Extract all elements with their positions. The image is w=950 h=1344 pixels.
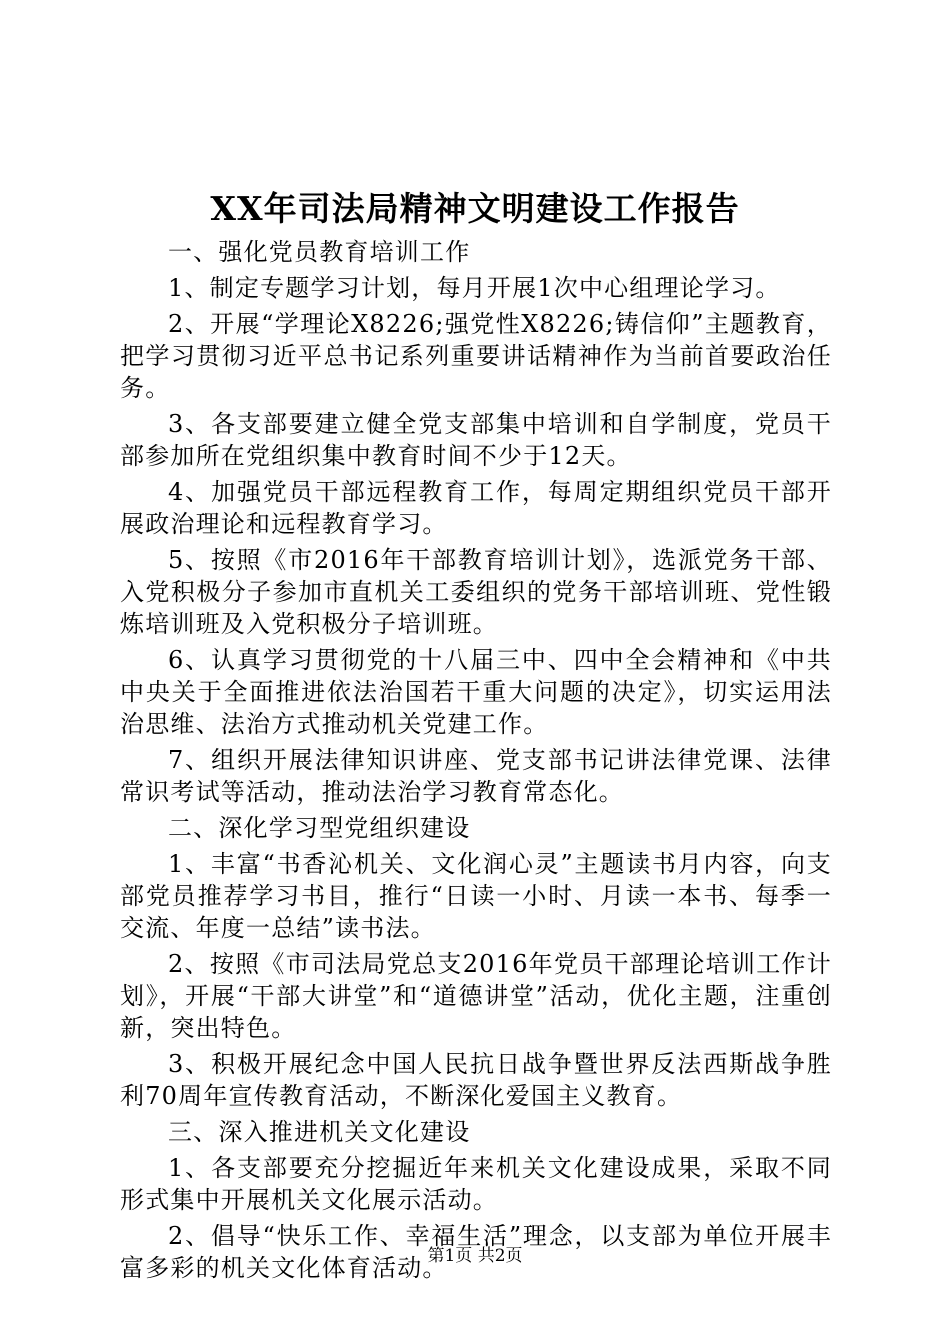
document-body	[120, 236, 832, 1288]
section-heading-3: 三、深入推进机关文化建设	[168, 1118, 471, 1146]
document-title: XX年司法局精神文明建设工作报告	[210, 189, 740, 228]
paragraph: 1、制定专题学习计划，每月开展1次中心组理论学习。	[168, 274, 781, 302]
paragraph: 4、加强党员干部远程教育工作，每周定期组织党员干部开展政治理论和远程教育学习。	[120, 478, 832, 538]
paragraph: 3、积极开展纪念中国人民抗日战争暨世界反法西斯战争胜利70周年宣传教育活动，不断深化爱国主义教育。	[120, 1050, 832, 1110]
paragraph: 2、倡导“快乐工作、幸福生活”理念，以支部为单位开展丰富多彩的机关文化体育活动。	[120, 1222, 832, 1282]
paragraph: 7、组织开展法律知识讲座、党支部书记讲法律党课、法律常识考试等活动，推动法治学习教育常态化。	[120, 746, 832, 806]
section-heading-2: 二、深化学习型党组织建设	[168, 814, 471, 842]
paragraph: 6、认真学习贯彻党的十八届三中、四中全会精神和《中共中央关于全面推进依法治国若干重大问题的决定》，切实运用法治思维、法治方式推动机关党建工作。	[120, 646, 832, 738]
paragraph: 2、开展“学理论X8226;强党性X8226;铸信仰”主题教育，把学习贯彻习近平总书记系列重要讲话精神作为当前首要政治任务。	[120, 310, 832, 402]
paragraph: 1、丰富“书香沁机关、文化润心灵”主题读书月内容，向支部党员推荐学习书目，推行“日读一小时、月读一本书、每季一交流、年度一总结”读书法。	[120, 850, 832, 942]
paragraph: 1、各支部要充分挖掘近年来机关文化建设成果，采取不同形式集中开展机关文化展示活动。	[120, 1154, 832, 1214]
section-heading-1: 一、强化党员教育培训工作	[168, 238, 471, 266]
paragraph: 5、按照《市2016年干部教育培训计划》，选派党务干部、入党积极分子参加市直机关工委组织的党务干部培训班、党性锻炼培训班及入党积极分子培训班。	[120, 546, 832, 638]
paragraph: 3、各支部要建立健全党支部集中培训和自学制度，党员干部参加所在党组织集中教育时间不少于12天。	[120, 410, 832, 470]
page-number-footer: 第1页 共2页	[427, 1246, 523, 1266]
paragraph: 2、按照《市司法局党总支2016年党员干部理论培训工作计划》，开展“干部大讲堂”和“道德讲堂”活动，优化主题，注重创新，突出特色。	[120, 950, 832, 1042]
